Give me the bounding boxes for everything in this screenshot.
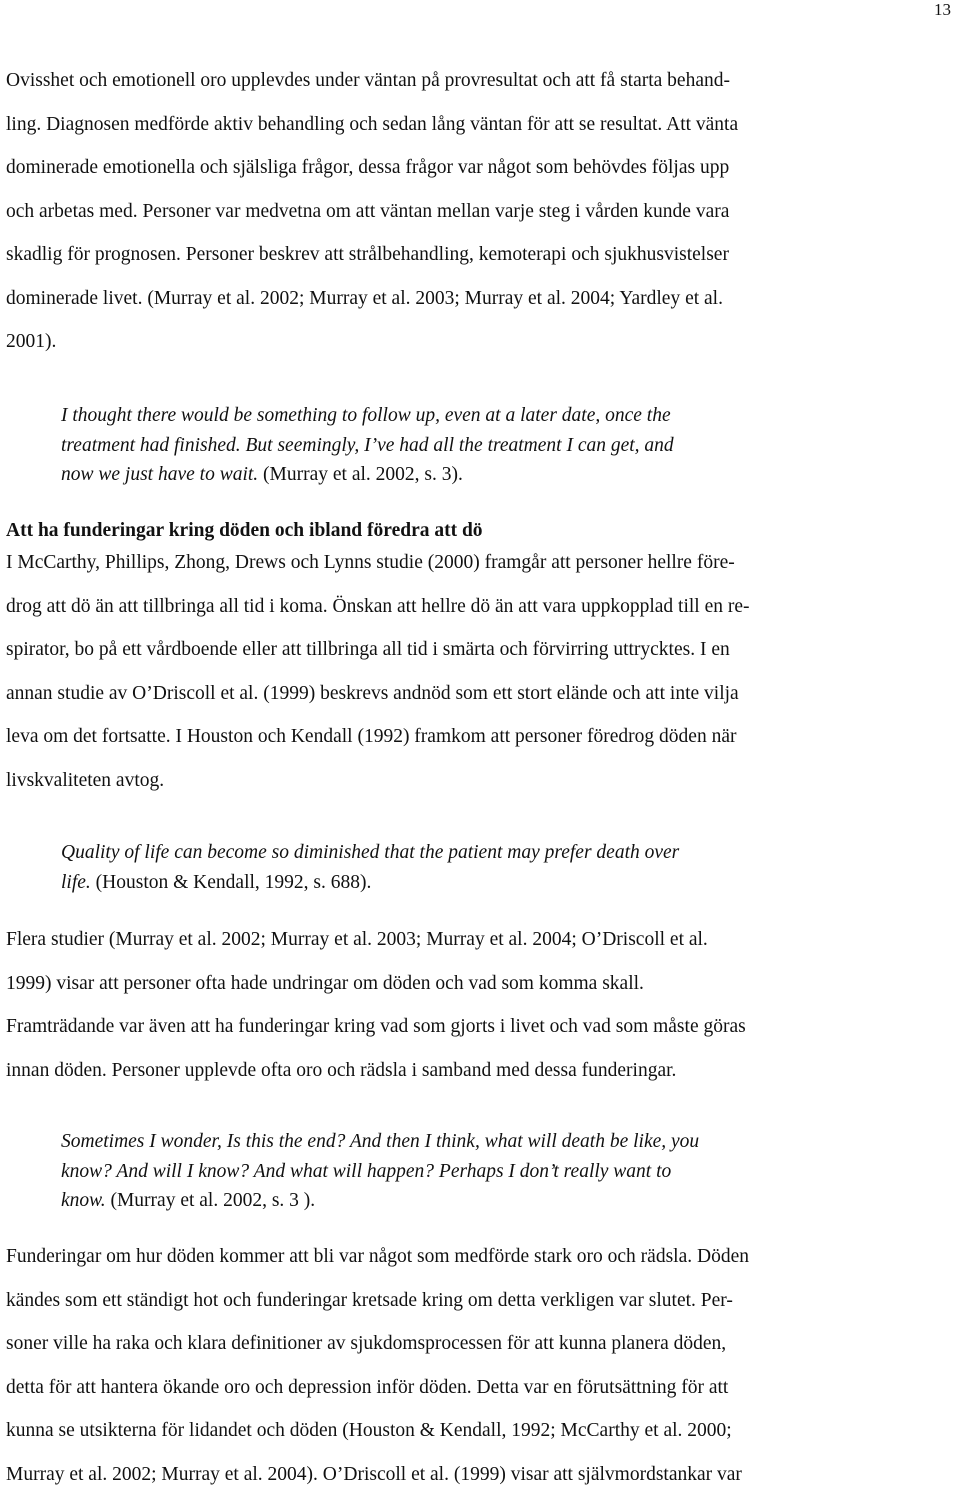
text-line: ling. Diagnosen medförde aktiv behandling och sedan lång väntan för att se resultat. Att vänta <box>6 103 946 147</box>
text-line: kunna se utsikterna för lidandet och döden (Houston & Kendall, 1992; McCarthy et al. 2000; <box>6 1409 946 1453</box>
text-line: innan döden. Personer upplevde ofta oro och rädsla i samband med dessa funderingar. <box>6 1049 946 1093</box>
text-line: Flera studier (Murray et al. 2002; Murray et al. 2003; Murray et al. 2004; O’Driscoll et al. <box>6 918 946 962</box>
section-heading: Att ha funderingar kring döden och ibland föredra att dö <box>6 518 483 544</box>
quote-text: life. <box>61 872 91 893</box>
quote-line: Quality of life can become so diminished that the patient may prefer death over <box>61 838 900 868</box>
text-line: kändes som ett ständigt hot och funderingar kretsade kring om detta verkligen var slutet. Per- <box>6 1279 946 1323</box>
text-line: skadlig för prognosen. Personer beskrev att strålbehandling, kemoterapi och sjukhusvistelser <box>6 233 946 277</box>
text-line: Murray et al. 2002; Murray et al. 2004). O’Driscoll et al. (1999) visar att självmordstankar var <box>6 1453 946 1496</box>
text-line: spirator, bo på ett vårdboende eller att tillbringa all tid i smärta och förvirring uttrycktes. I en <box>6 628 946 672</box>
quote-line <box>61 868 900 898</box>
block-quote-treatment <box>61 401 900 490</box>
text-line: 1999) visar att personer ofta hade undringar om döden och vad som komma skall. <box>6 962 946 1006</box>
quote-line: Sometimes I wonder, Is this the end? And then I think, what will death be like, you <box>61 1127 900 1157</box>
quote-line: know? And will I know? And what will happen? Perhaps I don’t really want to <box>61 1157 900 1187</box>
quote-citation: (Murray et al. 2002, s. 3 ). <box>106 1190 316 1211</box>
quote-line: treatment had finished. But seemingly, I’ve had all the treatment I can get, and <box>61 431 900 461</box>
text-line: I McCarthy, Phillips, Zhong, Drews och Lynns studie (2000) framgår att personer hellre före- <box>6 541 946 585</box>
text-line: drog att dö än att tillbringa all tid i koma. Önskan att hellre dö än att vara uppkopplad till en re- <box>6 585 946 629</box>
paragraph-prefer-death <box>6 541 946 802</box>
block-quote-quality-of-life <box>61 838 900 897</box>
text-line: detta för att hantera ökande oro och depression inför döden. Detta var en förutsättning för att <box>6 1366 946 1410</box>
paragraph-fear-of-death <box>6 1235 946 1496</box>
quote-citation: (Houston & Kendall, 1992, s. 688). <box>91 872 372 893</box>
page-number: 13 <box>934 0 951 20</box>
paragraph-wondering <box>6 918 946 1092</box>
quote-text: know. <box>61 1190 106 1211</box>
quote-line <box>61 460 900 490</box>
text-line: livskvaliteten avtog. <box>6 759 946 803</box>
text-line: Funderingar om hur döden kommer att bli var något som medförde stark oro och rädsla. Döden <box>6 1235 946 1279</box>
block-quote-the-end <box>61 1127 900 1216</box>
text-line: 2001). <box>6 320 946 364</box>
quote-line: I thought there would be something to follow up, even at a later date, once the <box>61 401 900 431</box>
text-line: dominerade livet. (Murray et al. 2002; Murray et al. 2003; Murray et al. 2004; Yardley et al. <box>6 277 946 321</box>
text-line: soner ville ha raka och klara definitioner av sjukdomsprocessen för att kunna planera döden, <box>6 1322 946 1366</box>
text-line: Framträdande var även att ha funderingar kring vad som gjorts i livet och vad som måste göras <box>6 1005 946 1049</box>
quote-citation: (Murray et al. 2002, s. 3). <box>258 464 463 485</box>
quote-line <box>61 1186 900 1216</box>
quote-text: now we just have to wait. <box>61 464 258 485</box>
text-line: leva om det fortsatte. I Houston och Kendall (1992) framkom att personer föredrog döden när <box>6 715 946 759</box>
text-line: annan studie av O’Driscoll et al. (1999) beskrevs andnöd som ett stort elände och att inte vilja <box>6 672 946 716</box>
text-line: Ovisshet och emotionell oro upplevdes under väntan på provresultat och att få starta behand- <box>6 59 946 103</box>
text-line: och arbetas med. Personer var medvetna om att väntan mellan varje steg i vården kunde vara <box>6 190 946 234</box>
paragraph-waiting <box>6 59 946 364</box>
text-line: dominerade emotionella och själsliga frågor, dessa frågor var något som behövdes följas upp <box>6 146 946 190</box>
